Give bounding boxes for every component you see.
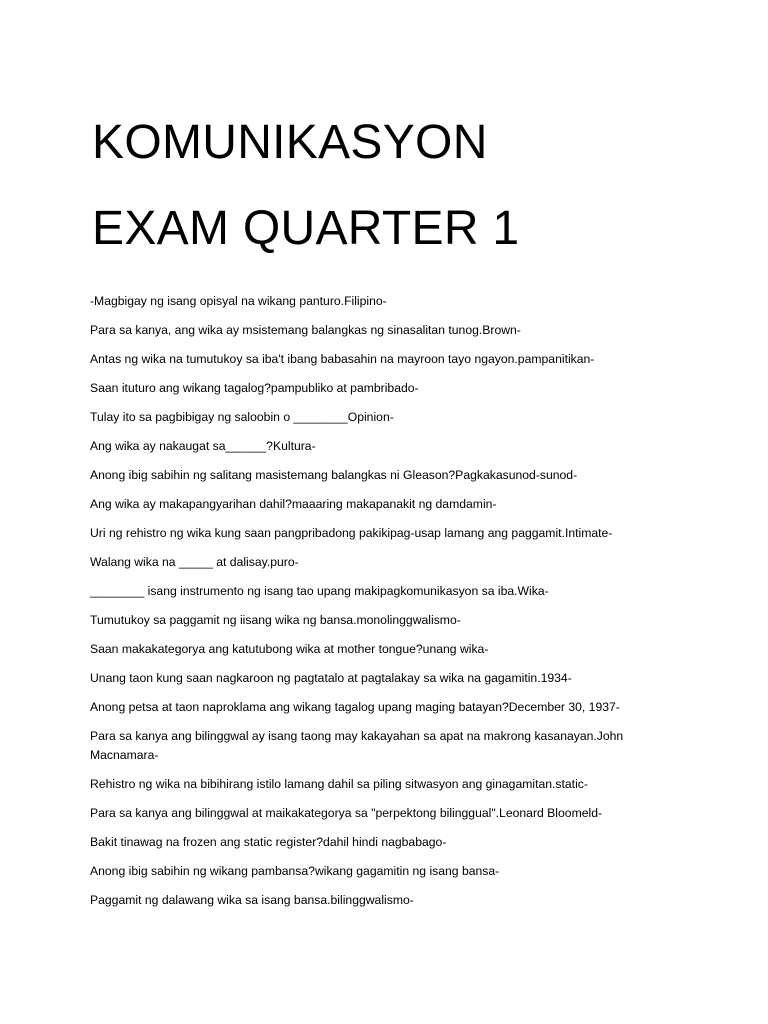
qa-line: Tumutukoy sa paggamit ng iisang wika ng bansa.monolinggwalismo- bbox=[90, 613, 461, 627]
question-answer-list bbox=[90, 292, 650, 920]
qa-line: Uri ng rehistro ng wika kung saan pangpribadong pakikipag-usap lamang ang paggamit.Intimate- bbox=[90, 526, 613, 540]
qa-line: Anong ibig sabihin ng wikang pambansa?wikang gagamitin ng isang bansa- bbox=[90, 864, 500, 878]
qa-line: Rehistro ng wika na bibihirang istilo lamang dahil sa piling sitwasyon ang ginagamitan.static- bbox=[90, 777, 588, 791]
qa-line: Para sa kanya, ang wika ay msistemang balangkas ng sinasalitan tunog.Brown- bbox=[90, 323, 521, 337]
qa-line: Anong ibig sabihin ng salitang masistemang balangkas ni Gleason?Pagkakasunod-sunod- bbox=[90, 468, 578, 482]
qa-line: Tulay ito sa pagbibigay ng saloobin o ________Opinion- bbox=[90, 410, 394, 424]
qa-line: Unang taon kung saan nagkaroon ng pagtatalo at pagtalakay sa wika na gagamitin.1934- bbox=[90, 671, 572, 685]
qa-line: Saan makakategorya ang katutubong wika at mother tongue?unang wika- bbox=[90, 642, 489, 656]
qa-line: Anong petsa at taon naproklama ang wikang tagalog upang maging batayan?December 30, 1937- bbox=[90, 700, 620, 714]
qa-line: Para sa kanya ang bilinggwal at maikakategorya sa "perpektong bilinggual".Leonard Bloomeld- bbox=[90, 806, 603, 820]
qa-line: Antas ng wika na tumutukoy sa iba't ibang babasahin na mayroon tayo ngayon.pampanitikan- bbox=[90, 352, 595, 366]
qa-line: Walang wika na _____ at dalisay.puro- bbox=[90, 555, 299, 569]
document-title bbox=[92, 100, 732, 272]
title-line-1: KOMUNIKASYON bbox=[92, 116, 488, 169]
qa-line: Ang wika ay makapangyarihan dahil?maaaring makapanakit ng damdamin- bbox=[90, 497, 497, 511]
qa-line: Paggamit ng dalawang wika sa isang bansa.bilinggwalismo- bbox=[90, 893, 414, 907]
qa-line: Ang wika ay nakaugat sa______?Kultura- bbox=[90, 439, 316, 453]
qa-line: Saan ituturo ang wikang tagalog?pampubliko at pambribado- bbox=[90, 381, 419, 395]
qa-line: ________ isang instrumento ng isang tao upang makipagkomunikasyon sa iba.Wika- bbox=[90, 584, 549, 598]
qa-line: Bakit tinawag na frozen ang static register?dahil hindi nagbabago- bbox=[90, 835, 447, 849]
qa-line: Para sa kanya ang bilinggwal ay isang taong may kakayahan sa apat na makrong kasanayan.John Macnamara- bbox=[90, 729, 624, 762]
title-line-2: EXAM QUARTER 1 bbox=[92, 202, 520, 255]
qa-line: -Magbigay ng isang opisyal na wikang panturo.Filipino- bbox=[90, 294, 387, 308]
